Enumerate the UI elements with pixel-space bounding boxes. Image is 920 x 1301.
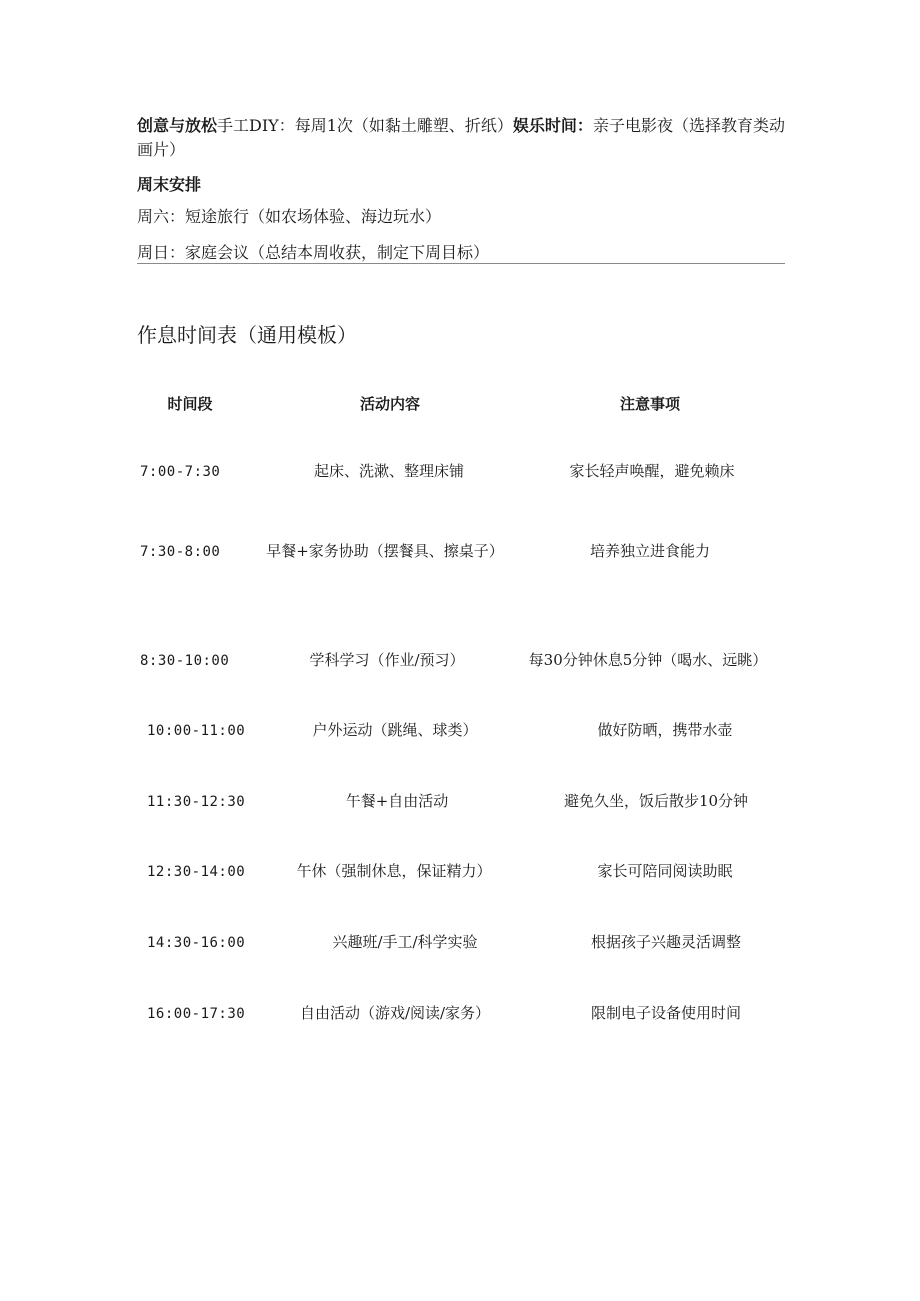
row-note: 避免久坐，饭后散步10分钟 xyxy=(563,792,749,810)
row-time: 14:30-16:00 xyxy=(147,935,246,951)
intro-paragraph xyxy=(137,114,787,162)
row-note: 每30分钟休息5分钟（喝水、远眺） xyxy=(528,651,768,669)
weekend-heading: 周末安排 xyxy=(137,175,202,194)
row-activity: 户外运动（跳绳、球类） xyxy=(312,721,478,739)
row-time: 12:30-14:00 xyxy=(147,864,246,880)
row-activity: 午休（强制休息，保证精力） xyxy=(296,862,492,880)
row-activity: 早餐+家务协助（摆餐具、擦桌子） xyxy=(266,542,504,560)
intro-bold-2: 娱乐时间： xyxy=(512,116,593,135)
row-activity: 自由活动（游戏/阅读/家务） xyxy=(299,1004,491,1022)
row-activity: 午餐+自由活动 xyxy=(345,792,449,810)
header-activity: 活动内容 xyxy=(359,395,420,413)
row-time: 7:30-8:00 xyxy=(140,544,221,560)
row-activity: 兴趣班/手工/科学实验 xyxy=(332,933,478,951)
row-note: 根据孩子兴趣灵活调整 xyxy=(590,933,741,951)
row-activity: 起床、洗漱、整理床铺 xyxy=(313,462,464,480)
section-divider xyxy=(137,263,785,264)
row-activity: 学科学习（作业/预习） xyxy=(309,651,465,669)
row-note: 限制电子设备使用时间 xyxy=(590,1004,741,1022)
row-time: 11:30-12:30 xyxy=(147,794,246,810)
row-time: 8:30-10:00 xyxy=(140,653,230,669)
row-note: 家长可陪同阅读助眠 xyxy=(597,862,733,880)
weekend-sunday: 周日：家庭会议（总结本周收获，制定下周目标） xyxy=(137,243,490,262)
row-time: 16:00-17:30 xyxy=(147,1006,246,1022)
schedule-title: 作息时间表（通用模板） xyxy=(137,323,357,347)
row-note: 做好防晒，携带水壶 xyxy=(597,721,733,739)
row-time: 10:00-11:00 xyxy=(147,723,246,739)
intro-text-2: 亲子电影夜（选择教育类动画片） xyxy=(137,116,785,159)
row-note: 家长轻声唤醒，避免赖床 xyxy=(569,462,735,480)
row-time: 7:00-7:30 xyxy=(140,464,221,480)
intro-text-1: 手工DIY：每周1次（如黏土雕塑、折纸） xyxy=(217,116,513,135)
weekend-saturday: 周六：短途旅行（如农场体验、海边玩水） xyxy=(137,207,442,226)
header-note: 注意事项 xyxy=(619,395,680,413)
intro-bold-1: 创意与放松 xyxy=(137,116,218,135)
header-time: 时间段 xyxy=(167,395,213,413)
row-note: 培养独立进食能力 xyxy=(589,542,710,560)
